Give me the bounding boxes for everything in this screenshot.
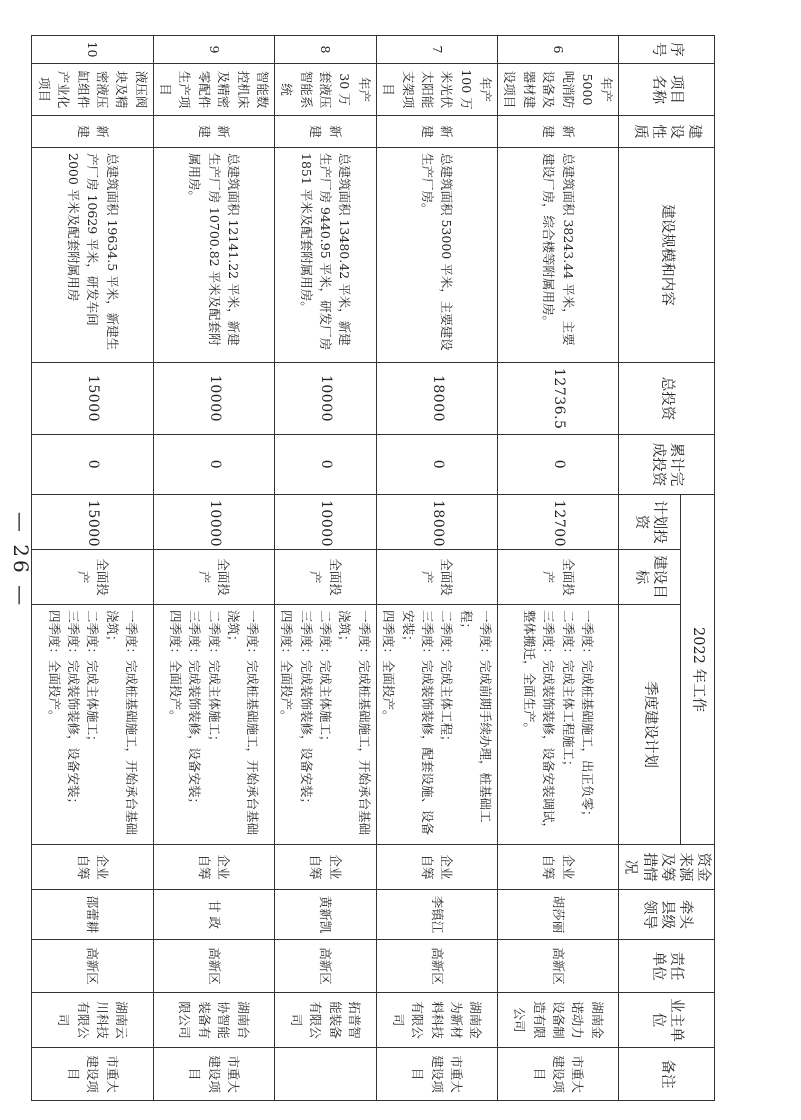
row-plan-invest: 10000 bbox=[153, 495, 274, 550]
quarter-plan-line: 四季度：全面投产。 bbox=[167, 610, 183, 723]
row-quarterly-plan bbox=[376, 605, 497, 845]
row-quarterly-plan bbox=[498, 605, 619, 845]
row-leader: 李镇江 bbox=[376, 890, 497, 940]
quarter-plan-line: 三季度：完成装饰装修，设备安装调试，整体搬迁，全面生产。 bbox=[521, 610, 557, 836]
page-number: — 26 — bbox=[9, 511, 33, 609]
quarter-plan-line: 三季度：完成装饰装修，设备安装； bbox=[187, 610, 203, 811]
row-scale: 总建筑面积 53000 平米，主要建设生产厂房。 bbox=[376, 148, 497, 363]
header-target: 建设目标 bbox=[619, 550, 681, 605]
row-name: 液压阀块及精密液压缸组件产业化项目 bbox=[32, 64, 153, 116]
row-resp-unit: 高新区 bbox=[498, 940, 619, 993]
row-seq: 6 bbox=[498, 36, 619, 64]
row-total: 10000 bbox=[153, 363, 274, 435]
header-2022-work: 2022 年工作 bbox=[681, 495, 715, 845]
quarter-plan-line: 二季度：完成主体施工； bbox=[206, 610, 222, 748]
row-remark: 市重大建设项目 bbox=[153, 1048, 274, 1101]
row-resp-unit: 高新区 bbox=[376, 940, 497, 993]
quarter-plan-line: 三季度：完成装饰装修，设备安装； bbox=[65, 610, 81, 811]
table-body bbox=[32, 36, 619, 1101]
header-remark: 备注 bbox=[619, 1048, 715, 1101]
row-seq: 9 bbox=[153, 36, 274, 64]
row-owner: 湖南金诺动力设备制造有限公司 bbox=[498, 993, 619, 1048]
row-name: 年产 100 万米光伏太阳能支架项目 bbox=[376, 64, 497, 116]
row-cumulative: 0 bbox=[498, 435, 619, 495]
header-owner: 业主单位 bbox=[619, 993, 715, 1048]
quarter-plan-line: 二季度：完成主体工程； bbox=[439, 610, 455, 748]
row-cumulative: 0 bbox=[32, 435, 153, 495]
row-funding: 企业自筹 bbox=[376, 845, 497, 890]
row-owner: 湖南云川科技有限公司 bbox=[32, 993, 153, 1048]
row-plan-invest: 15000 bbox=[32, 495, 153, 550]
row-nature: 新建 bbox=[32, 116, 153, 148]
table-row bbox=[153, 36, 274, 1101]
header-quarterly: 季度建设计划 bbox=[619, 605, 681, 845]
row-remark: 市重大建设项目 bbox=[376, 1048, 497, 1101]
row-quarterly-plan bbox=[32, 605, 153, 845]
quarter-plan-line: 四季度：全面投产。 bbox=[279, 610, 295, 723]
row-cumulative: 0 bbox=[275, 435, 377, 495]
row-target: 全面投产 bbox=[32, 550, 153, 605]
row-seq: 8 bbox=[275, 36, 377, 64]
table-row bbox=[376, 36, 497, 1101]
row-target: 全面投产 bbox=[153, 550, 274, 605]
header-plan-invest: 计划投资 bbox=[619, 495, 681, 550]
header-scale: 建设规模和内容 bbox=[619, 148, 715, 363]
row-nature: 新建 bbox=[275, 116, 377, 148]
header-leader: 牵头县级领导 bbox=[619, 890, 715, 940]
header-seq: 序号 bbox=[619, 36, 715, 64]
row-scale: 总建筑面积 38243.44 平米，主要建设厂房，综合楼等附属用房。 bbox=[498, 148, 619, 363]
row-name: 智能数控机床及精密零配件生产项目 bbox=[153, 64, 274, 116]
row-quarterly-plan bbox=[153, 605, 274, 845]
table-row bbox=[275, 36, 377, 1101]
quarter-plan-line: 一季度：完成桩基础施工，开始承台基础浇筑； bbox=[225, 610, 261, 836]
row-remark: 市重大建设项目 bbox=[498, 1048, 619, 1101]
row-funding: 企业自筹 bbox=[153, 845, 274, 890]
quarter-plan-line: 三季度：完成装饰装修，设备安装； bbox=[298, 610, 314, 811]
row-total: 15000 bbox=[32, 363, 153, 435]
quarter-plan-line: 三季度：完成装饰装修，配套设施、设备安装； bbox=[400, 610, 435, 836]
quarter-plan-line: 一季度：完成桩基础施工，出正负零； bbox=[580, 610, 595, 823]
header-total: 总投资 bbox=[619, 363, 715, 435]
row-resp-unit: 高新区 bbox=[32, 940, 153, 993]
row-target: 全面投产 bbox=[498, 550, 619, 605]
row-cumulative: 0 bbox=[153, 435, 274, 495]
row-name: 年产 30 万套液压智能系统 bbox=[275, 64, 377, 116]
row-remark: 市重大建设项目 bbox=[32, 1048, 153, 1101]
quarter-plan-line: 一季度：完成桩基础施工，开始承台基础浇筑； bbox=[104, 610, 140, 836]
table-header bbox=[619, 36, 715, 1101]
row-plan-invest: 10000 bbox=[275, 495, 377, 550]
quarter-plan-line: 四季度：全面投产。 bbox=[381, 610, 397, 723]
table-row bbox=[498, 36, 619, 1101]
quarter-plan-line: 一季度：完成桩基础施工，开始承台基础浇筑； bbox=[337, 610, 372, 836]
quarter-plan-line: 二季度：完成主体施工； bbox=[318, 610, 334, 748]
row-name: 年产 5000 吨消防设备及器材建设项目 bbox=[498, 64, 619, 116]
header-cumulative: 累计完成投资 bbox=[619, 435, 715, 495]
row-leader: 邵蕾耕 bbox=[32, 890, 153, 940]
row-total: 10000 bbox=[275, 363, 377, 435]
row-scale: 总建筑面积 19634.5 平米，新建生产厂房 10629 平米，研发车间 2000 平米及配套附属用房 bbox=[32, 148, 153, 363]
row-scale: 总建筑面积 12141.22 平米，新建生产厂房 10700.82 平米及配套附属用房。 bbox=[153, 148, 274, 363]
row-nature: 新建 bbox=[376, 116, 497, 148]
row-seq: 7 bbox=[376, 36, 497, 64]
quarter-plan-line: 二季度：完成主体工程施工； bbox=[560, 610, 576, 773]
row-owner: 拓普智能装备有限公司 bbox=[275, 993, 377, 1048]
row-plan-invest: 18000 bbox=[376, 495, 497, 550]
row-owner: 湖南台协智能装备有限公司 bbox=[153, 993, 274, 1048]
row-owner: 湖南金为新材料科技有限公司 bbox=[376, 993, 497, 1048]
quarter-plan-line: 一季度：完成前期手续办理，桩基础工程； bbox=[458, 610, 494, 823]
row-scale: 总建筑面积 13480.42 平米，新建生产厂房 9440.95 平米，研发厂房 1851 平米及配套附属用房。 bbox=[275, 148, 377, 363]
row-remark bbox=[275, 1048, 377, 1101]
row-target: 全面投产 bbox=[376, 550, 497, 605]
row-quarterly-plan bbox=[275, 605, 377, 845]
row-nature: 新建 bbox=[153, 116, 274, 148]
row-resp-unit: 高新区 bbox=[275, 940, 377, 993]
row-target: 全面投产 bbox=[275, 550, 377, 605]
row-total: 18000 bbox=[376, 363, 497, 435]
row-nature: 新建 bbox=[498, 116, 619, 148]
header-funding: 资金来源及筹措情况 bbox=[619, 845, 715, 890]
row-leader: 甘 政 bbox=[153, 890, 274, 940]
row-plan-invest: 12700 bbox=[498, 495, 619, 550]
quarter-plan-line: 二季度：完成主体施工； bbox=[85, 610, 101, 748]
row-funding: 企业自筹 bbox=[498, 845, 619, 890]
row-funding: 企业自筹 bbox=[32, 845, 153, 890]
row-funding: 企业自筹 bbox=[275, 845, 377, 890]
quarter-plan-line: 四季度：全面投产。 bbox=[46, 610, 62, 723]
row-resp-unit: 高新区 bbox=[153, 940, 274, 993]
project-table bbox=[32, 35, 716, 1101]
row-seq: 10 bbox=[32, 36, 153, 64]
row-cumulative: 0 bbox=[376, 435, 497, 495]
table-row bbox=[32, 36, 153, 1101]
header-name: 项目名称 bbox=[619, 64, 715, 116]
row-total: 12736.5 bbox=[498, 363, 619, 435]
row-leader: 胡莎丽 bbox=[498, 890, 619, 940]
header-nature: 建设性质 bbox=[619, 116, 715, 148]
header-resp-unit: 责任单位 bbox=[619, 940, 715, 993]
row-leader: 黄新凯 bbox=[275, 890, 377, 940]
